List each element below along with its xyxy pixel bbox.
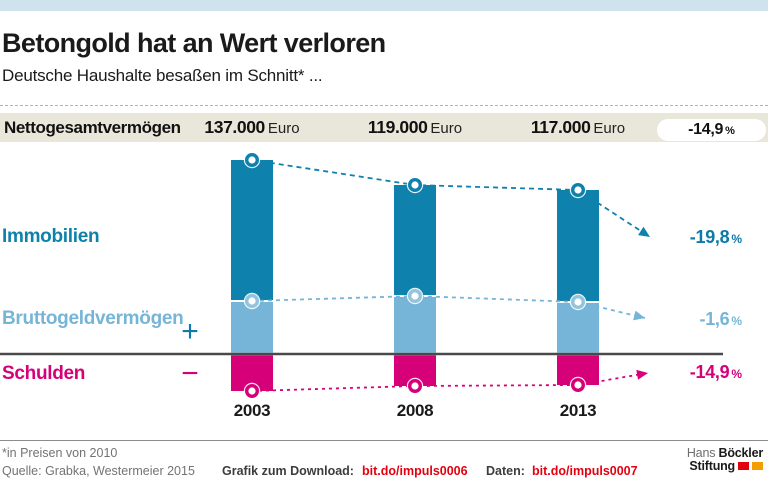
data-label: Daten: xyxy=(486,464,525,478)
logo-orange-square-icon xyxy=(752,462,763,470)
series-label-immobilien: Immobilien xyxy=(2,226,100,247)
page-title: Betongold hat an Wert verloren xyxy=(2,28,386,58)
change-label-bruttogeldvermoegen xyxy=(642,309,742,330)
download-label: Grafik zum Download: xyxy=(222,464,354,478)
plus-sign-icon: + xyxy=(181,315,199,348)
footer-divider xyxy=(0,440,768,441)
data-link[interactable]: bit.do/impuls0007 xyxy=(532,464,638,478)
percent-sign-schulden: % xyxy=(731,367,742,381)
percent-sign-bruttogeldvermoegen: % xyxy=(731,314,742,328)
summary-band-label: Nettogesamtvermögen xyxy=(4,118,181,137)
series-label-schulden: Schulden xyxy=(2,363,86,384)
change-value-immobilien: -19,8 xyxy=(689,227,730,247)
net-total-2008-amount: 119.000 xyxy=(367,117,428,137)
change-label-schulden xyxy=(642,362,742,383)
net-total-change-value: -14,9 xyxy=(688,121,724,138)
footnote: *in Preisen von 2010 xyxy=(2,446,118,460)
minus-sign-icon: − xyxy=(181,357,199,390)
net-total-2003-amount: 137.000 xyxy=(204,117,265,137)
net-total-change-percent-sign: % xyxy=(725,125,735,137)
logo-boeckler-text: Böckler xyxy=(718,446,763,460)
change-label-immobilien xyxy=(642,227,742,248)
footer-line xyxy=(0,464,768,482)
x-tick-2003: 2003 xyxy=(233,401,271,420)
net-total-2013-amount: 117.000 xyxy=(530,117,591,137)
net-total-2013-unit: Euro xyxy=(593,120,626,137)
percent-sign-immobilien: % xyxy=(731,232,742,246)
net-total-2008-unit: Euro xyxy=(430,120,463,137)
page-subtitle: Deutsche Haushalte besaßen im Schnitt* ... xyxy=(2,66,323,85)
source-text: Quelle: Grabka, Westermeier 2015 xyxy=(2,464,195,478)
logo-stiftung-text: Stiftung xyxy=(689,459,735,473)
logo-red-square-icon xyxy=(738,462,749,470)
logo-hans-text: Hans xyxy=(686,446,716,460)
change-value-schulden: -14,9 xyxy=(689,362,730,382)
hans-boeckler-stiftung-logo xyxy=(687,447,763,472)
series-label-bruttogeldvermoegen: Bruttogeldvermögen xyxy=(2,308,184,329)
x-tick-2008: 2008 xyxy=(396,401,434,420)
change-value-bruttogeldvermoegen: -1,6 xyxy=(699,309,730,329)
net-total-2003-unit: Euro xyxy=(267,120,300,137)
x-tick-2013: 2013 xyxy=(559,401,597,420)
download-link[interactable]: bit.do/impuls0006 xyxy=(362,464,468,478)
